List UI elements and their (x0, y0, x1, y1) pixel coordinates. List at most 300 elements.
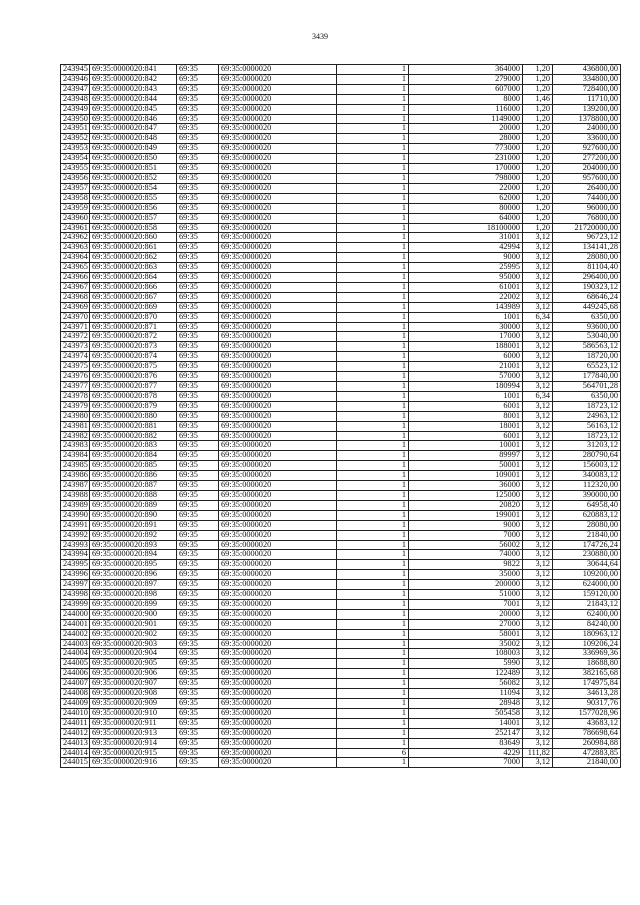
cadastral-number-cell: 69:35:0000020:910 (90, 708, 177, 718)
page-number: 3439 (312, 32, 328, 41)
table-row (61, 342, 621, 352)
count-cell: 1 (337, 728, 409, 738)
district-code-cell: 69:35 (177, 500, 219, 510)
area-cell: 42994 (409, 243, 523, 253)
count-cell: 1 (337, 144, 409, 154)
rate-cell: 1,20 (523, 173, 553, 183)
table-row (61, 520, 621, 530)
rate-cell: 3,12 (523, 282, 553, 292)
cadastral-quarter-cell: 69:35:0000020 (219, 629, 337, 639)
cadastral-number-cell: 69:35:0000020:885 (90, 461, 177, 471)
value-cell: 11710,00 (553, 94, 621, 104)
district-code-cell: 69:35 (177, 659, 219, 669)
table-row (61, 183, 621, 193)
row-number-cell: 243990 (61, 510, 90, 520)
area-cell: 279000 (409, 74, 523, 84)
cadastral-quarter-cell: 69:35:0000020 (219, 164, 337, 174)
row-number-cell: 243976 (61, 372, 90, 382)
area-cell: 108003 (409, 649, 523, 659)
cadastral-quarter-cell: 69:35:0000020 (219, 510, 337, 520)
district-code-cell: 69:35 (177, 352, 219, 362)
cadastral-number-cell: 69:35:0000020:867 (90, 292, 177, 302)
value-cell: 449245,68 (553, 302, 621, 312)
district-code-cell: 69:35 (177, 738, 219, 748)
row-number-cell: 243975 (61, 362, 90, 372)
table-row (61, 619, 621, 629)
row-number-cell: 244010 (61, 708, 90, 718)
count-cell: 1 (337, 471, 409, 481)
count-cell: 1 (337, 520, 409, 530)
cadastral-quarter-cell: 69:35:0000020 (219, 302, 337, 312)
count-cell: 1 (337, 342, 409, 352)
row-number-cell: 244002 (61, 629, 90, 639)
count-cell: 1 (337, 203, 409, 213)
value-cell: 64958,40 (553, 500, 621, 510)
row-number-cell: 243964 (61, 253, 90, 263)
cadastral-quarter-cell: 69:35:0000020 (219, 481, 337, 491)
row-number-cell: 243957 (61, 183, 90, 193)
rate-cell: 3,12 (523, 233, 553, 243)
row-number-cell: 243963 (61, 243, 90, 253)
area-cell: 188001 (409, 342, 523, 352)
row-number-cell: 243994 (61, 550, 90, 560)
cadastral-quarter-cell: 69:35:0000020 (219, 233, 337, 243)
rate-cell: 1,20 (523, 65, 553, 75)
count-cell: 1 (337, 164, 409, 174)
district-code-cell: 69:35 (177, 609, 219, 619)
cadastral-quarter-cell: 69:35:0000020 (219, 599, 337, 609)
area-cell: 18100000 (409, 223, 523, 233)
district-code-cell: 69:35 (177, 649, 219, 659)
cadastral-number-cell: 69:35:0000020:866 (90, 282, 177, 292)
rate-cell: 3,12 (523, 580, 553, 590)
table-row (61, 263, 621, 273)
value-cell: 96723,12 (553, 233, 621, 243)
count-cell: 1 (337, 758, 409, 768)
count-cell: 1 (337, 590, 409, 600)
count-cell: 1 (337, 708, 409, 718)
value-cell: 109200,00 (553, 570, 621, 580)
row-number-cell: 243973 (61, 342, 90, 352)
rate-cell: 3,12 (523, 738, 553, 748)
value-cell: 472883,85 (553, 748, 621, 758)
rate-cell: 1,20 (523, 193, 553, 203)
cadastral-number-cell: 69:35:0000020:862 (90, 253, 177, 263)
table-row (61, 233, 621, 243)
district-code-cell: 69:35 (177, 213, 219, 223)
cadastral-number-cell: 69:35:0000020:861 (90, 243, 177, 253)
district-code-cell: 69:35 (177, 699, 219, 709)
rate-cell: 1,20 (523, 134, 553, 144)
count-cell: 1 (337, 114, 409, 124)
count-cell: 1 (337, 154, 409, 164)
area-cell: 6001 (409, 401, 523, 411)
table-row (61, 669, 621, 679)
row-number-cell: 243952 (61, 134, 90, 144)
rate-cell: 3,12 (523, 322, 553, 332)
table-row (61, 84, 621, 94)
district-code-cell: 69:35 (177, 233, 219, 243)
cadastral-quarter-cell: 69:35:0000020 (219, 173, 337, 183)
district-code-cell: 69:35 (177, 510, 219, 520)
rate-cell: 3,12 (523, 490, 553, 500)
value-cell: 24000,00 (553, 124, 621, 134)
district-code-cell: 69:35 (177, 203, 219, 213)
value-cell: 62400,00 (553, 609, 621, 619)
area-cell: 36000 (409, 481, 523, 491)
cadastral-number-cell: 69:35:0000020:874 (90, 352, 177, 362)
rate-cell: 3,12 (523, 243, 553, 253)
cadastral-number-cell: 69:35:0000020:870 (90, 312, 177, 322)
area-cell: 18001 (409, 421, 523, 431)
count-cell: 1 (337, 639, 409, 649)
cadastral-number-cell: 69:35:0000020:905 (90, 659, 177, 669)
rate-cell: 3,12 (523, 461, 553, 471)
value-cell: 34613,28 (553, 689, 621, 699)
area-cell: 9822 (409, 560, 523, 570)
cadastral-quarter-cell: 69:35:0000020 (219, 292, 337, 302)
district-code-cell: 69:35 (177, 550, 219, 560)
count-cell: 1 (337, 362, 409, 372)
area-cell: 11094 (409, 689, 523, 699)
area-cell: 143989 (409, 302, 523, 312)
count-cell: 1 (337, 530, 409, 540)
cadastral-quarter-cell: 69:35:0000020 (219, 738, 337, 748)
area-cell: 8001 (409, 411, 523, 421)
table-row (61, 253, 621, 263)
row-number-cell: 244014 (61, 748, 90, 758)
cadastral-quarter-cell: 69:35:0000020 (219, 94, 337, 104)
district-code-cell: 69:35 (177, 253, 219, 263)
area-cell: 61001 (409, 282, 523, 292)
cadastral-number-cell: 69:35:0000020:883 (90, 441, 177, 451)
cadastral-number-cell: 69:35:0000020:841 (90, 65, 177, 75)
row-number-cell: 243988 (61, 490, 90, 500)
cadastral-number-cell: 69:35:0000020:856 (90, 203, 177, 213)
count-cell: 1 (337, 540, 409, 550)
rate-cell: 3,12 (523, 639, 553, 649)
row-number-cell: 243993 (61, 540, 90, 550)
area-cell: 125000 (409, 490, 523, 500)
table-row (61, 599, 621, 609)
table-row (61, 352, 621, 362)
cadastral-number-cell: 69:35:0000020:851 (90, 164, 177, 174)
cadastral-quarter-cell: 69:35:0000020 (219, 609, 337, 619)
cadastral-quarter-cell: 69:35:0000020 (219, 659, 337, 669)
cadastral-number-cell: 69:35:0000020:887 (90, 481, 177, 491)
rate-cell: 3,12 (523, 332, 553, 342)
table-row (61, 114, 621, 124)
cadastral-number-cell: 69:35:0000020:915 (90, 748, 177, 758)
rate-cell: 1,20 (523, 203, 553, 213)
row-number-cell: 243977 (61, 382, 90, 392)
value-cell: 340083,12 (553, 471, 621, 481)
cadastral-number-cell: 69:35:0000020:902 (90, 629, 177, 639)
cadastral-number-cell: 69:35:0000020:898 (90, 590, 177, 600)
row-number-cell: 243954 (61, 154, 90, 164)
count-cell: 1 (337, 599, 409, 609)
area-cell: 109001 (409, 471, 523, 481)
count-cell: 1 (337, 431, 409, 441)
district-code-cell: 69:35 (177, 669, 219, 679)
rate-cell: 3,12 (523, 590, 553, 600)
district-code-cell: 69:35 (177, 382, 219, 392)
table-row (61, 540, 621, 550)
value-cell: 84240,00 (553, 619, 621, 629)
table-row (61, 570, 621, 580)
cadastral-number-cell: 69:35:0000020:889 (90, 500, 177, 510)
cadastral-number-cell: 69:35:0000020:847 (90, 124, 177, 134)
district-code-cell: 69:35 (177, 639, 219, 649)
row-number-cell: 243951 (61, 124, 90, 134)
cadastral-quarter-cell: 69:35:0000020 (219, 134, 337, 144)
value-cell: 174726,24 (553, 540, 621, 550)
cadastral-number-cell: 69:35:0000020:876 (90, 372, 177, 382)
district-code-cell: 69:35 (177, 411, 219, 421)
table-row (61, 302, 621, 312)
table-row (61, 401, 621, 411)
count-cell: 1 (337, 282, 409, 292)
value-cell: 1378800,00 (553, 114, 621, 124)
cadastral-quarter-cell: 69:35:0000020 (219, 461, 337, 471)
table-row (61, 708, 621, 718)
rate-cell: 3,12 (523, 689, 553, 699)
table-row (61, 590, 621, 600)
cadastral-quarter-cell: 69:35:0000020 (219, 382, 337, 392)
cadastral-number-cell: 69:35:0000020:897 (90, 580, 177, 590)
row-number-cell: 243947 (61, 84, 90, 94)
rate-cell: 3,12 (523, 560, 553, 570)
cadastral-number-cell: 69:35:0000020:907 (90, 679, 177, 689)
rate-cell: 1,20 (523, 144, 553, 154)
table-row (61, 104, 621, 114)
value-cell: 277200,00 (553, 154, 621, 164)
row-number-cell: 244000 (61, 609, 90, 619)
cadastral-quarter-cell: 69:35:0000020 (219, 639, 337, 649)
count-cell: 1 (337, 580, 409, 590)
district-code-cell: 69:35 (177, 629, 219, 639)
table-row (61, 629, 621, 639)
rate-cell: 3,12 (523, 372, 553, 382)
table-row (61, 481, 621, 491)
row-number-cell: 243946 (61, 74, 90, 84)
district-code-cell: 69:35 (177, 292, 219, 302)
cadastral-number-cell: 69:35:0000020:844 (90, 94, 177, 104)
area-cell: 20000 (409, 609, 523, 619)
table-row (61, 550, 621, 560)
value-cell: 18723,12 (553, 401, 621, 411)
area-cell: 62000 (409, 193, 523, 203)
cadastral-quarter-cell: 69:35:0000020 (219, 718, 337, 728)
table-row (61, 530, 621, 540)
value-cell: 177840,00 (553, 372, 621, 382)
cadastral-number-cell: 69:35:0000020:881 (90, 421, 177, 431)
district-code-cell: 69:35 (177, 441, 219, 451)
area-cell: 7001 (409, 599, 523, 609)
district-code-cell: 69:35 (177, 114, 219, 124)
area-cell: 50001 (409, 461, 523, 471)
rate-cell: 3,12 (523, 609, 553, 619)
value-cell: 90317,76 (553, 699, 621, 709)
district-code-cell: 69:35 (177, 748, 219, 758)
value-cell: 624000,00 (553, 580, 621, 590)
cadastral-number-cell: 69:35:0000020:916 (90, 758, 177, 768)
row-number-cell: 243979 (61, 401, 90, 411)
row-number-cell: 244008 (61, 689, 90, 699)
count-cell: 1 (337, 173, 409, 183)
cadastral-number-cell: 69:35:0000020:850 (90, 154, 177, 164)
district-code-cell: 69:35 (177, 471, 219, 481)
district-code-cell: 69:35 (177, 183, 219, 193)
cadastral-number-cell: 69:35:0000020:899 (90, 599, 177, 609)
value-cell: 81104,40 (553, 263, 621, 273)
area-cell: 14001 (409, 718, 523, 728)
count-cell: 1 (337, 718, 409, 728)
row-number-cell: 243961 (61, 223, 90, 233)
row-number-cell: 243974 (61, 352, 90, 362)
cadastral-quarter-cell: 69:35:0000020 (219, 223, 337, 233)
area-cell: 25995 (409, 263, 523, 273)
area-cell: 7000 (409, 758, 523, 768)
count-cell: 1 (337, 451, 409, 461)
row-number-cell: 243989 (61, 500, 90, 510)
rate-cell: 1,20 (523, 74, 553, 84)
count-cell: 1 (337, 124, 409, 134)
row-number-cell: 243959 (61, 203, 90, 213)
row-number-cell: 243949 (61, 104, 90, 114)
value-cell: 6350,00 (553, 312, 621, 322)
district-code-cell: 69:35 (177, 332, 219, 342)
table-row (61, 748, 621, 758)
row-number-cell: 243945 (61, 65, 90, 75)
rate-cell: 3,12 (523, 500, 553, 510)
area-cell: 180994 (409, 382, 523, 392)
cadastral-number-cell: 69:35:0000020:843 (90, 84, 177, 94)
area-cell: 1149000 (409, 114, 523, 124)
district-code-cell: 69:35 (177, 758, 219, 768)
cadastral-quarter-cell: 69:35:0000020 (219, 590, 337, 600)
area-cell: 20820 (409, 500, 523, 510)
district-code-cell: 69:35 (177, 580, 219, 590)
value-cell: 159120,00 (553, 590, 621, 600)
area-cell: 27000 (409, 619, 523, 629)
count-cell: 1 (337, 649, 409, 659)
table-row (61, 560, 621, 570)
area-cell: 607000 (409, 84, 523, 94)
count-cell: 1 (337, 738, 409, 748)
row-number-cell: 243981 (61, 421, 90, 431)
count-cell: 1 (337, 382, 409, 392)
district-code-cell: 69:35 (177, 520, 219, 530)
value-cell: 139200,00 (553, 104, 621, 114)
table-row (61, 699, 621, 709)
area-cell: 5990 (409, 659, 523, 669)
cadastral-quarter-cell: 69:35:0000020 (219, 154, 337, 164)
cadastral-quarter-cell: 69:35:0000020 (219, 570, 337, 580)
area-cell: 28000 (409, 134, 523, 144)
rate-cell: 1,20 (523, 84, 553, 94)
table-row (61, 649, 621, 659)
table-row (61, 65, 621, 75)
rate-cell: 3,12 (523, 342, 553, 352)
value-cell: 260984,88 (553, 738, 621, 748)
district-code-cell: 69:35 (177, 421, 219, 431)
rate-cell: 3,12 (523, 629, 553, 639)
cadastral-quarter-cell: 69:35:0000020 (219, 342, 337, 352)
cadastral-quarter-cell: 69:35:0000020 (219, 203, 337, 213)
area-cell: 6000 (409, 352, 523, 362)
area-cell: 83649 (409, 738, 523, 748)
cadastral-quarter-cell: 69:35:0000020 (219, 669, 337, 679)
value-cell: 334800,00 (553, 74, 621, 84)
area-cell: 95000 (409, 273, 523, 283)
area-cell: 22000 (409, 183, 523, 193)
district-code-cell: 69:35 (177, 728, 219, 738)
district-code-cell: 69:35 (177, 273, 219, 283)
rate-cell: 3,12 (523, 718, 553, 728)
value-cell: 65523,12 (553, 362, 621, 372)
rate-cell: 1,20 (523, 114, 553, 124)
cadastral-quarter-cell: 69:35:0000020 (219, 391, 337, 401)
row-number-cell: 243971 (61, 322, 90, 332)
value-cell: 620883,12 (553, 510, 621, 520)
area-cell: 21001 (409, 362, 523, 372)
rate-cell: 111,82 (523, 748, 553, 758)
rate-cell: 3,12 (523, 382, 553, 392)
cadastral-quarter-cell: 69:35:0000020 (219, 253, 337, 263)
count-cell: 1 (337, 65, 409, 75)
district-code-cell: 69:35 (177, 481, 219, 491)
table-row (61, 372, 621, 382)
table-row (61, 431, 621, 441)
cadastral-quarter-cell: 69:35:0000020 (219, 183, 337, 193)
row-number-cell: 243956 (61, 173, 90, 183)
row-number-cell: 243983 (61, 441, 90, 451)
cadastral-number-cell: 69:35:0000020:901 (90, 619, 177, 629)
count-cell: 1 (337, 570, 409, 580)
rate-cell: 3,12 (523, 273, 553, 283)
value-cell: 436800,00 (553, 65, 621, 75)
value-cell: 53040,00 (553, 332, 621, 342)
cadastral-quarter-cell: 69:35:0000020 (219, 282, 337, 292)
rate-cell: 1,20 (523, 183, 553, 193)
cadastral-number-cell: 69:35:0000020:873 (90, 342, 177, 352)
cadastral-quarter-cell: 69:35:0000020 (219, 213, 337, 223)
row-number-cell: 244011 (61, 718, 90, 728)
area-cell: 8000 (409, 94, 523, 104)
table-row (61, 441, 621, 451)
district-code-cell: 69:35 (177, 164, 219, 174)
table-row (61, 173, 621, 183)
area-cell: 9000 (409, 253, 523, 263)
table-row (61, 213, 621, 223)
value-cell: 786698,64 (553, 728, 621, 738)
district-code-cell: 69:35 (177, 193, 219, 203)
area-cell: 4229 (409, 748, 523, 758)
cadastral-quarter-cell: 69:35:0000020 (219, 728, 337, 738)
rate-cell: 3,12 (523, 520, 553, 530)
area-cell: 6001 (409, 431, 523, 441)
cadastral-number-cell: 69:35:0000020:891 (90, 520, 177, 530)
cadastral-number-cell: 69:35:0000020:909 (90, 699, 177, 709)
count-cell: 1 (337, 689, 409, 699)
rate-cell: 3,12 (523, 362, 553, 372)
table-row (61, 154, 621, 164)
count-cell: 1 (337, 223, 409, 233)
count-cell: 1 (337, 391, 409, 401)
rate-cell: 3,12 (523, 599, 553, 609)
value-cell: 96000,00 (553, 203, 621, 213)
